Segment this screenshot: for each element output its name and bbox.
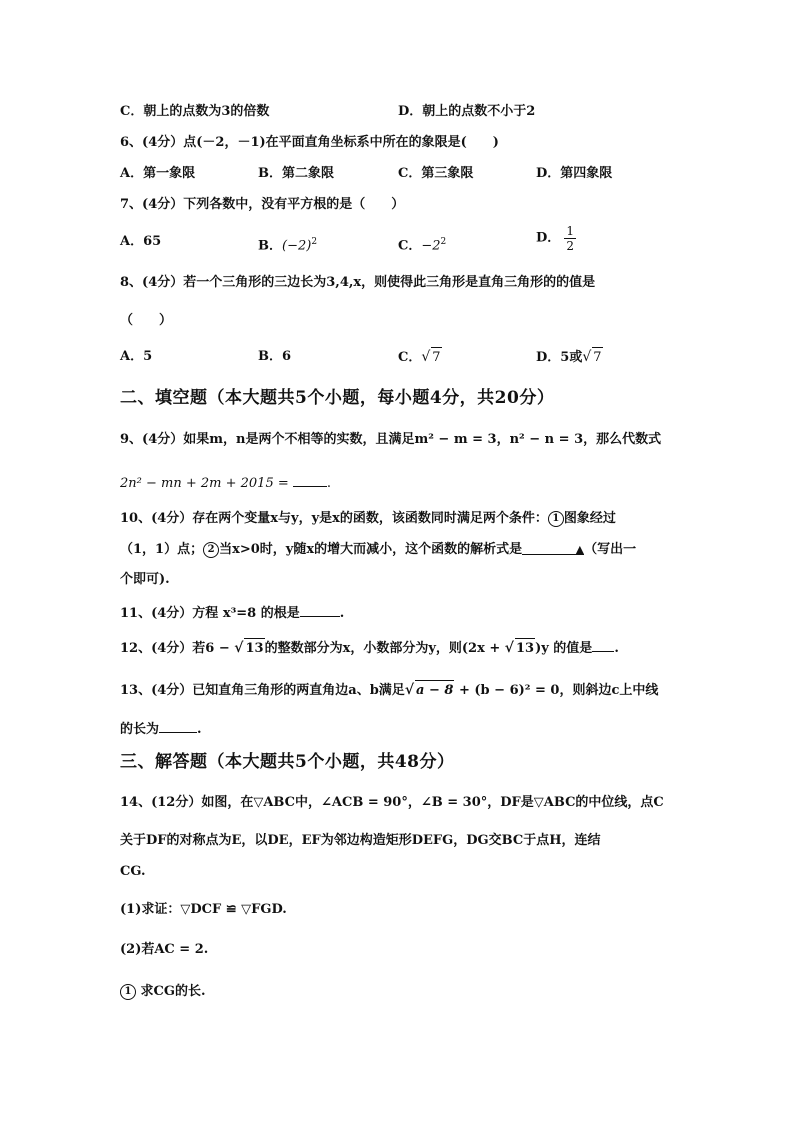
q6-option-b: B．第二象限 bbox=[258, 166, 334, 181]
q10-line1-tail: 图象经过 bbox=[563, 511, 616, 526]
q7-option-c-expr: −2 bbox=[421, 238, 441, 254]
q12-end: . bbox=[614, 641, 619, 656]
q12-text: 12、(4分）若6 − bbox=[120, 641, 235, 656]
q8-option-d-label: D．5或 bbox=[536, 350, 583, 365]
sqrt-icon: √ bbox=[421, 349, 431, 365]
q13-end: . bbox=[197, 722, 202, 737]
q6-stem: 6、(4分）点(－2，－1)在平面直角坐标系中所在的象限是( ) bbox=[120, 135, 499, 150]
q11 bbox=[120, 602, 344, 624]
q13-line2-text: 的长为 bbox=[120, 722, 160, 737]
q7-option-d-fraction bbox=[564, 224, 576, 253]
q6-option-a: A．第一象限 bbox=[120, 166, 196, 181]
q12-radicand: 13 bbox=[244, 638, 264, 659]
q12-radicand-2: 13 bbox=[515, 638, 535, 659]
q13-line2 bbox=[120, 718, 202, 740]
circled-number-icon: 1 bbox=[548, 511, 564, 527]
q10-answer-blank[interactable] bbox=[522, 540, 584, 555]
sqrt-icon: √ bbox=[404, 682, 415, 698]
q8-option-c bbox=[398, 347, 442, 368]
q14-sub3-text: 求CG的长. bbox=[140, 984, 206, 999]
q7-option-b bbox=[258, 232, 317, 256]
q11-text: 11、(4分）方程 x³=8 的根是 bbox=[120, 606, 300, 621]
q8-option-c-radicand: 7 bbox=[431, 347, 441, 368]
sqrt-icon: √ bbox=[504, 640, 514, 656]
q8-option-d bbox=[536, 347, 603, 368]
triangle-icon: ▲ bbox=[575, 543, 585, 556]
q13-tail: + (b − 6)² = 0，则斜边c上中线 bbox=[454, 683, 659, 698]
q8-option-d-radicand: 7 bbox=[592, 347, 602, 368]
q10-line2-condition: 当x>0时，y随x的增大而减小，这个函数的解析式是 bbox=[219, 542, 523, 557]
q13-radicand: a − 8 bbox=[415, 680, 454, 701]
q7-option-d-label: D． bbox=[536, 230, 561, 246]
q7-option-d-denominator: 2 bbox=[566, 239, 575, 253]
q12 bbox=[120, 637, 619, 659]
q12-answer-blank[interactable] bbox=[592, 637, 614, 652]
q12-middle: 的整数部分为x，小数部分为y，则(2x + bbox=[264, 641, 505, 656]
q8-option-a: A．5 bbox=[120, 349, 153, 364]
q7-option-b-exp: 2 bbox=[311, 237, 318, 247]
q8-option-c-label: C． bbox=[398, 350, 422, 365]
section-2-title: 二、填空题（本大题共5个小题，每小题4分，共20分） bbox=[120, 388, 555, 408]
sqrt-icon: √ bbox=[234, 640, 244, 656]
q9-end: . bbox=[326, 476, 332, 491]
q7-option-a: A．65 bbox=[120, 234, 162, 249]
q13-answer-blank[interactable] bbox=[159, 718, 197, 733]
q12-tail: )y 的值是 bbox=[535, 641, 593, 656]
q10-line2-tail: （写出一 bbox=[584, 542, 637, 557]
q7-stem: 7、(4分）下列各数中，没有平方根的是（ ） bbox=[120, 197, 405, 212]
q7-option-c-label: C． bbox=[398, 238, 422, 254]
circled-number-icon: 1 bbox=[120, 984, 136, 1000]
q10-line1-text: 10、(4分）存在两个变量x与y，y是x的函数，该函数同时满足两个条件： bbox=[120, 511, 548, 526]
q6-option-d: D．第四象限 bbox=[536, 166, 613, 181]
q10-line2 bbox=[120, 540, 636, 560]
q9-line2 bbox=[120, 472, 331, 494]
q7-option-b-label: B． bbox=[258, 238, 282, 254]
q11-answer-blank[interactable] bbox=[300, 602, 340, 617]
q9-expression: 2n² − mn + 2m + 2015 = bbox=[120, 476, 293, 491]
q14-line2: 关于DF的对称点为E，以DE，EF为邻边构造矩形DEFG，DG交BC于点H，连结 bbox=[120, 833, 601, 848]
q5-option-c: C．朝上的点数为3的倍数 bbox=[120, 104, 270, 119]
q13-line1 bbox=[120, 680, 658, 701]
q11-end: . bbox=[339, 606, 345, 621]
q10-line3: 个即可). bbox=[120, 572, 170, 587]
q7-option-b-expr: (−2) bbox=[282, 238, 312, 254]
q13-text: 13、(4分）已知直角三角形的两直角边a、b满足 bbox=[120, 683, 405, 698]
q7-option-d bbox=[536, 224, 576, 253]
circled-number-icon: 2 bbox=[203, 542, 219, 558]
q8-paren: （ ） bbox=[120, 313, 173, 328]
q7-option-d-numerator: 1 bbox=[566, 224, 575, 238]
sqrt-icon: √ bbox=[582, 349, 592, 365]
q10-line2-text: （1，1）点； bbox=[120, 542, 204, 557]
q14-line3: CG. bbox=[120, 864, 146, 879]
q14-sub3 bbox=[120, 982, 206, 1002]
q10-line1 bbox=[120, 509, 616, 529]
q14-line1: 14、(12分）如图，在▽ABC中，∠ACB = 90°，∠B = 30°，DF是▽ABC的中位线，点C bbox=[120, 795, 664, 810]
q6-option-c: C．第三象限 bbox=[398, 166, 474, 181]
q8-option-b: B．6 bbox=[258, 349, 292, 364]
section-3-title: 三、解答题（本大题共5个小题，共48分） bbox=[120, 752, 455, 772]
q8-stem: 8、(4分）若一个三角形的三边长为3,4,x，则使得此三角形是直角三角形的的值是 bbox=[120, 275, 596, 290]
q9-line1: 9、(4分）如果m，n是两个不相等的实数，且满足m² − m = 3，n² − n = 3，那么代数式 bbox=[120, 432, 662, 447]
q9-answer-blank[interactable] bbox=[293, 472, 327, 487]
q14-sub2: (2)若AC = 2. bbox=[120, 942, 209, 957]
q7-option-c-exp: 2 bbox=[440, 237, 447, 247]
q14-sub1: (1)求证：▽DCF ≌ ▽FGD. bbox=[120, 902, 287, 917]
q5-option-d: D．朝上的点数不小于2 bbox=[398, 104, 536, 119]
q7-option-c bbox=[398, 232, 446, 256]
